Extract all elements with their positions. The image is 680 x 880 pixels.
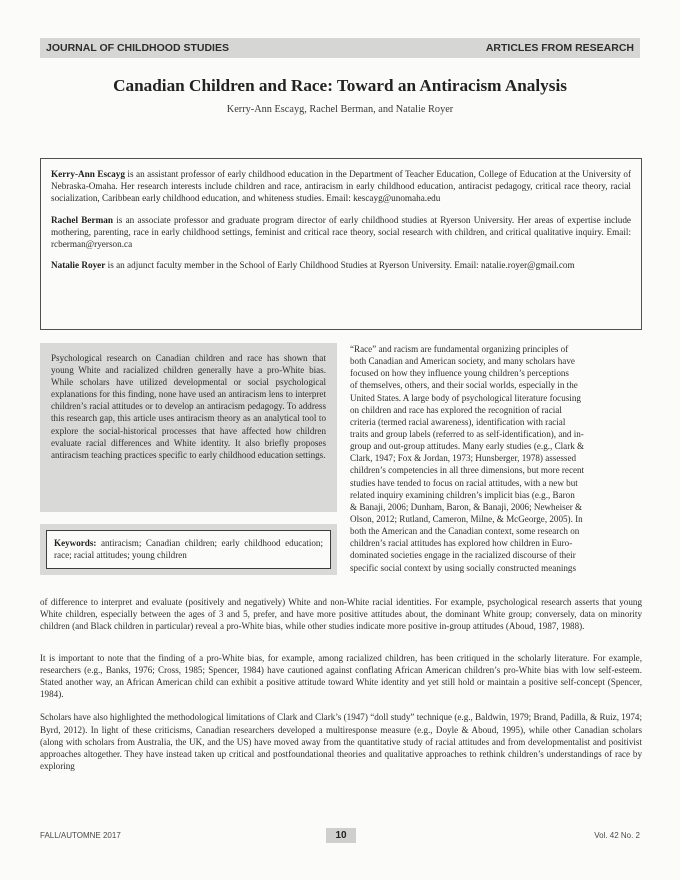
body-line: Olson, 2012; Rutland, Cameron, Milne, & McGeorge, 2005). In [350,513,583,524]
body-line: of themselves, others, and their social worlds, especially in the [350,380,578,391]
article-title: Canadian Children and Race: Toward an Antiracism Analysis [113,76,567,95]
bio-escayg [51,168,631,205]
paragraph-3: Scholars have also highlighted the methodological limitations of Clark and Clark’s (1947) “doll study” technique (e.g., Baldwin, 1979; Brand, Padilla, & Ruiz, 1974; Byrd, 2012). In light of these criticisms, Canadian researchers developed a multiresponse measure (e.g., Doyle & Aboud, 1995), while other Canadian scholars (along with scholars from Australia, the UK, and the US) have moved away from the quantitative study of racial attitudes and from developmentalist and positivist approaches altogether. They have instead taken up critical and postfoundational theories and qualitative approaches to rethink children’s understandings of race by exploring [40,712,642,772]
keywords [46,530,331,569]
section-name: ARTICLES FROM RESEARCH [485,42,634,54]
running-head [40,38,640,58]
volume-label: Vol. 42 No. 2 [594,831,640,840]
bio-name: Rachel Berman [51,214,113,225]
body-line: both Canadian and American society, and many scholars have [350,356,575,367]
body-line: group and out-group attitudes. Many early studies (e.g., Clark & [350,441,585,452]
bio-text: is an assistant professor of early childhood education in the Department of Teacher Education, College of Education at the University of Nebraska-Omaha. Her research interests include children and race, antiracism in early childhood education, antiracist pedagogy, critical race theory, racial socialization, Caribbean early childhood education, and whiteness studies. Email: kescayg@unomaha.edu [51,169,632,204]
keywords-panel [40,524,337,575]
body-line: & Banaji, 2006; Dunham, Baron, & Banaji, 2006; Newheiser & [350,501,583,512]
paragraph-1-continued: of difference to interpret and evaluate (positively and negatively) White and non-White racial identities. For example, psychological research asserts that young White children, especially between the ages of 3 and 5, prefer, and have more positive attitudes about, the dominant White group; conversely, data on minority children (and Black children in particular) reveal a pro-White bias, while other studies indicate more positive in-group attitudes (Aboud, 1987, 1988). [40,597,642,632]
keywords-text: antiracism; Canadian children; early childhood education; race; racial attitudes; young children [54,538,323,561]
body-line: United States. A large body of psychological literature focusing [350,392,581,403]
body-line: Clark, 1947; Fox & Jordan, 1973; Hunsberger, 1978) assessed [350,453,577,464]
body-line: criteria (termed racial awareness), identification with racial [350,416,566,427]
page-footer [40,828,640,844]
bio-text: is an associate professor and graduate program director of early childhood studies at Ryerson University. Her areas of expertise include mothering, parenting, race in early childhood settings, feminist and critical race theory, social research with children, and critical qualitative inquiry. Email: rcberman@ryerson.ca [51,214,631,250]
journal-name: JOURNAL OF CHILDHOOD STUDIES [46,42,229,54]
body-line: children’s racial attitudes has explored how children in Euro- [350,538,573,549]
body-line: on children and race has explored the recognition of racial [350,404,562,415]
bio-royer [51,259,631,271]
body-full-width [40,596,642,783]
body-line: both the American and the Canadian context, some research on [350,526,580,537]
body-line: traits and group labels (referred to as self-identification), and in- [350,428,584,439]
body-line: related inquiry examining children’s implicit bias (e.g., Baron [350,489,575,500]
keywords-label: Keywords: [54,538,97,548]
abstract-text: Psychological research on Canadian children and race has shown that young White and racialized children generally have a pro-White bias. While scholars have utilized developmental or social psychological explanations for this finding, none have used an antiracism lens to interpret children’s racial attitudes or to develop an antiracism pedagogy. To address this research gap, this article uses antiracism theory as an analytical tool to explore the social-historical processes that have affected how children evaluate racial differences and White identity. It also briefly proposes antiracism teaching practices specific to early childhood education settings. [51,353,326,460]
body-line: “Race” and racism are fundamental organizing principles of [350,344,569,354]
body-line: focused on how they influence young children’s perceptions [350,368,569,379]
page-number: 10 [326,828,356,843]
issue-label: FALL/AUTOMNE 2017 [40,831,121,840]
paragraph-2: It is important to note that the finding of a pro-White bias, for example, among racialized children, has been critiqued in the scholarly literature. For example, researchers (e.g., Banks, 1976; Cross, 1985; Spencer, 1984) have cautioned against conflating African American children’s pro-White bias with low self-esteem. Stated another way, an African American child can exhibit a positive attitude toward White identity and yet still hold or maintain a positive self-concept (Spencer, 1984). [40,652,642,700]
bio-name: Natalie Royer [51,260,106,271]
author-bios [40,158,642,330]
abstract [40,343,337,512]
body-line: studies have tended to focus on racial attitudes, with a new but [350,477,578,488]
bio-berman [51,214,631,251]
body-line: specific social context by using socially constructed meanings [350,562,577,573]
bio-text: is an adjunct faculty member in the School of Early Childhood Studies at Ryerson University. Email: natalie.royer@gmail.com [105,260,575,271]
article-authors: Kerry-Ann Escayg, Rachel Berman, and Natalie Royer [226,104,454,115]
body-line: children’s competencies in all three dimensions, but more recent [350,465,585,476]
body-line: dominated societies engage in the racialized discourse of their [350,550,576,561]
bio-name: Kerry-Ann Escayg [51,169,125,179]
body-right-column [350,343,641,574]
